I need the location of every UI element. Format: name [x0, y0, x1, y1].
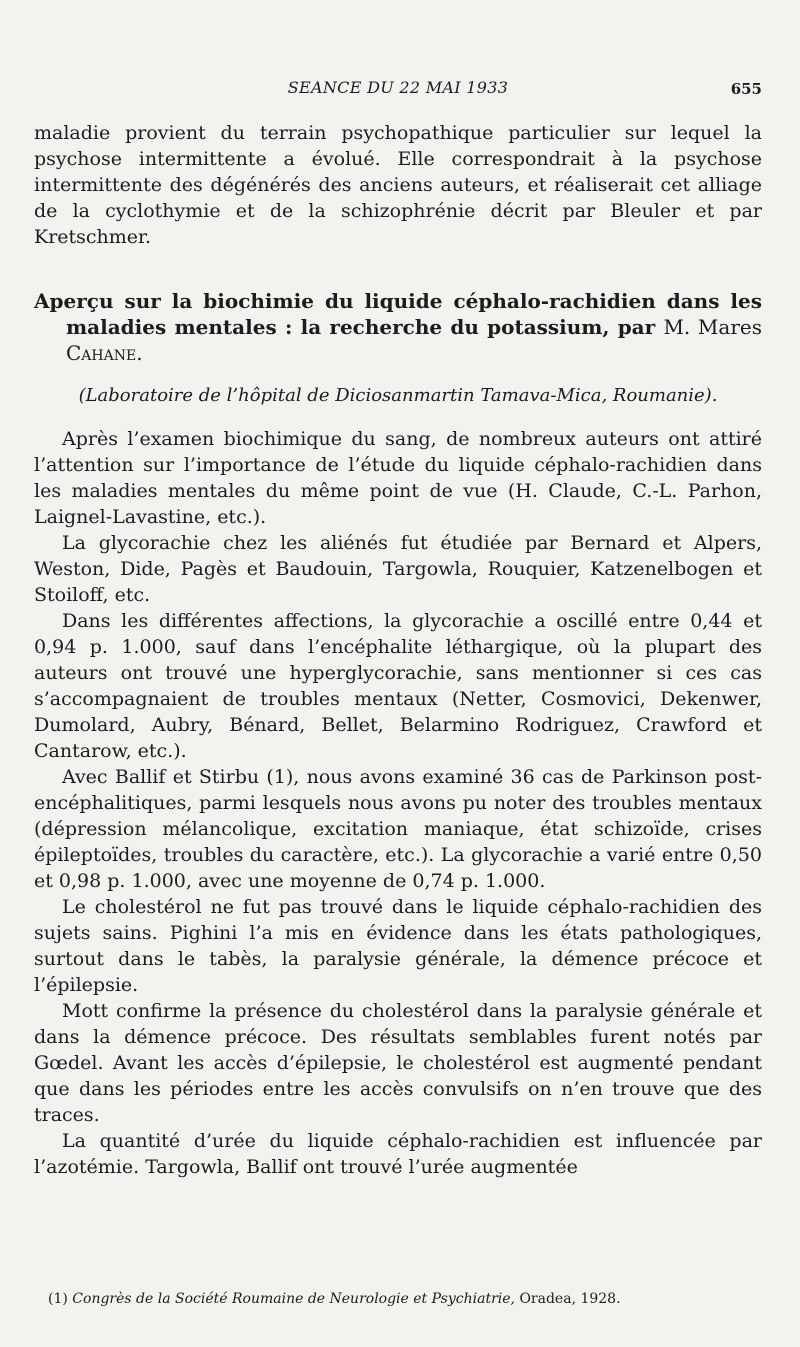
paragraph-1: Après l’examen biochimique du sang, de nombreux auteurs ont attiré l’attention sur l’importance de l’étude du liquide céphalo-rachidien dans les maladies mentales du même point de vue (H. Claude, C.-L. Parhon, Laignel-Lavastine, etc.).: [34, 428, 762, 528]
paragraph-3: Dans les différentes affections, la glycorachie a oscillé entre 0,44 et 0,94 p. 1.000, sauf dans l’encéphalite léthargique, où la plupart des auteurs ont trouvé une hyperglycorachie, sans mentionner si ces cas s’accompagnaient de troubles mentaux (Netter, Cosmovici, Dekenwer, Dumolard, Aubry, Bénard, Bellet, Belarmino Rodriguez, Crawford et Cantarow, etc.).: [34, 610, 762, 762]
page-number: 655: [730, 80, 762, 98]
page-body: [34, 120, 762, 1180]
footnote-marker: (1): [48, 1291, 68, 1307]
paragraph-6: Mott confirme la présence du cholestérol dans la paralysie générale et dans la démence précoce. Des résultats semblables furent notés par Gœdel. Avant les accès d’épilepsie, le cholestérol est augmenté pendant que dans les périodes entre les accès convulsifs on n’en trouve que des traces.: [34, 1000, 762, 1126]
author-name: Cahane.: [66, 341, 143, 365]
footnote-place: Oradea, 1928.: [519, 1291, 621, 1307]
paragraph-4: Avec Ballif et Stirbu (1), nous avons examiné 36 cas de Parkinson post-encéphalitiques, parmi lesquels nous avons pu noter des troubles mentaux (dépression mélancolique, excitation maniaque, état schizoïde, crises épileptoïdes, troubles du caractère, etc.). La glycorachie a varié entre 0,50 et 0,98 p. 1.000, avec une moyenne de 0,74 p. 1.000.: [34, 766, 762, 892]
running-title: SEANCE DU 22 MAI 1933: [287, 78, 509, 97]
article-title-text: Aperçu sur la biochimie du liquide céphalo-rachidien dans les maladies mentales : la recherche du potassium, par: [34, 289, 762, 339]
footnote-text: Congrès de la Société Roumaine de Neurologie et Psychiatrie,: [72, 1291, 515, 1307]
author-prefix: M. Mares: [663, 315, 762, 339]
footnote: [48, 1290, 762, 1308]
paragraph-5: Le cholestérol ne fut pas trouvé dans le liquide céphalo-rachidien des sujets sains. Pighini l’a mis en évidence dans les états pathologiques, surtout dans le tabès, la paralysie générale, la démence précoce et l’épilepsie.: [34, 896, 762, 996]
affiliation: (Laboratoire de l’hôpital de Diciosanmartin Tamava-Mica, Roumanie).: [78, 385, 718, 406]
paragraph-7: La quantité d’urée du liquide céphalo-rachidien est influencée par l’azotémie. Targowla, Ballif ont trouvé l’urée augmentée: [34, 1130, 762, 1178]
article-title: [34, 288, 762, 366]
paragraph-2: La glycorachie chez les aliénés fut étudiée par Bernard et Alpers, Weston, Dide, Pagès et Baudouin, Targowla, Rouquier, Katzenelbogen et Stoiloff, etc.: [34, 532, 762, 606]
opening-paragraph: maladie provient du terrain psychopathique particulier sur lequel la psychose intermittente a évolué. Elle correspondrait à la psychose intermittente des dégénérés des anciens auteurs, et réaliserait cet alliage de la cyclothymie et de la schizophrénie décrit par Bleuler et par Kretschmer.: [34, 122, 762, 248]
page-header: [34, 72, 762, 102]
